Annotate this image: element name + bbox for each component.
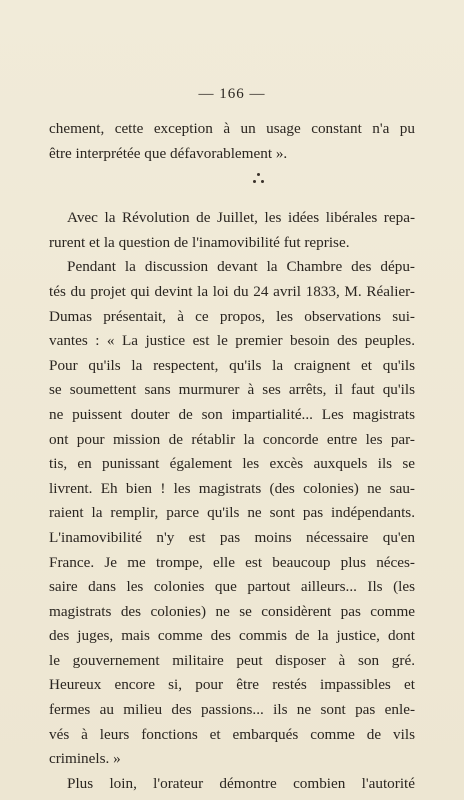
text-line: Pour qu'ils la respectent, qu'ils la craignent et qu'ils: [49, 356, 415, 374]
text-line: rurent et la question de l'inamovibilité fut reprise.: [49, 233, 350, 251]
asterism-dot: [253, 180, 256, 183]
text-line: Pendant la discussion devant la Chambre des dépu-: [67, 258, 415, 276]
text-line: vés à leurs fonctions et embarqués comme de vils: [49, 725, 415, 743]
page-number: — 166 —: [198, 86, 266, 102]
text-line: ont pour mission de rétablir la concorde entre les par-: [49, 430, 415, 448]
text-line: L'inamovibilité n'y est pas moins nécessaire qu'en: [49, 528, 415, 546]
text-line: raient la remplir, parce qu'ils ne sont pas indépendants.: [49, 504, 415, 522]
asterism-dot: [257, 173, 260, 176]
text-line: Plus loin, l'orateur démontre combien l'autorité: [67, 774, 415, 792]
paragraphs-main: [49, 206, 415, 796]
text-line: tés du projet qui devint la loi du 24 avril 1833, M. Réalier-: [49, 282, 415, 300]
text-line: tis, en punissant également les excès auxquels ils se: [49, 455, 415, 473]
text-line: France. Je me trompe, elle est beaucoup plus néces-: [49, 553, 415, 571]
text-line: ne puissent douter de son impartialité... Les magistrats: [49, 405, 415, 423]
text-line: être interprétée que défavorablement ».: [49, 144, 288, 162]
text-line: saire dans les colonies que partout ailleurs... Ils (les: [49, 578, 415, 596]
text-line: fermes au milieu des passions... ils ne sont pas enle-: [49, 701, 415, 719]
asterism-separator: [49, 166, 415, 206]
text-line: Avec la Révolution de Juillet, les idées libérales repa-: [67, 209, 415, 227]
text-line: des juges, mais comme des commis de la justice, dont: [49, 627, 415, 645]
text-line: criminels. »: [49, 750, 121, 768]
text-line: le gouvernement militaire peut disposer à son gré.: [49, 651, 415, 669]
text-line: chement, cette exception à un usage constant n'a pu: [49, 120, 415, 137]
text-line: Heureux encore si, pour être restés impassibles et: [49, 676, 415, 694]
paragraph-continued: [49, 117, 415, 166]
body-text: [49, 117, 415, 796]
text-line: magistrats des colonies) ne se considèrent pas comme: [49, 602, 415, 620]
text-line: vantes : « La justice est le premier besoin des peuples.: [49, 332, 415, 350]
asterism-dot: [261, 180, 264, 183]
text-line: livrent. Eh bien ! les magistrats (des colonies) ne sau-: [49, 479, 415, 497]
text-line: Dumas présentait, à ce propos, les observations sui-: [49, 307, 415, 325]
text-line: se soumettent sans murmurer à ses arrêts, il faut qu'ils: [49, 381, 415, 399]
